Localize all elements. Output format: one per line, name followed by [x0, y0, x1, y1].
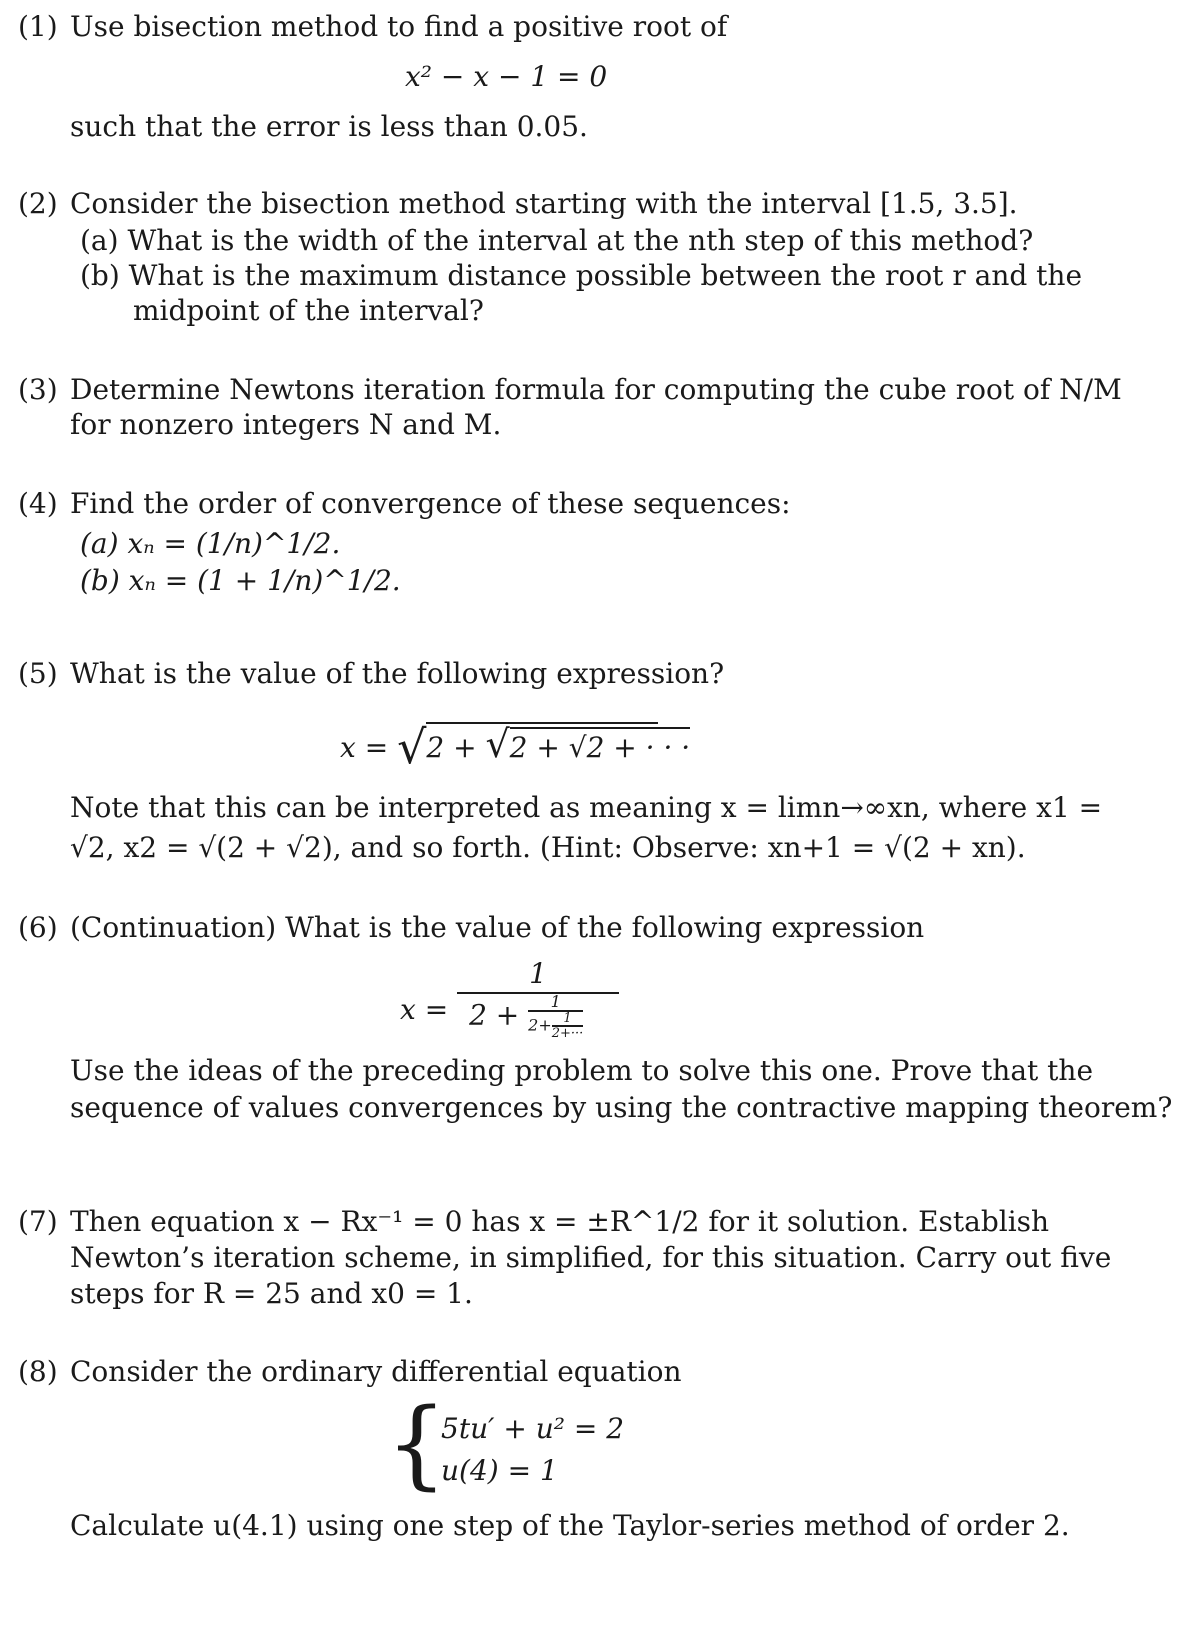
problem-text: Consider the bisection method starting with the interval [1.5, 3.5]. [70, 187, 1018, 220]
problem-text: Use the ideas of the preceding problem to solve this one. Prove that the [70, 1054, 1094, 1087]
problem-text: What is the value of the following expression? [70, 657, 725, 690]
problem-text: Use bisection method to find a positive root of [70, 10, 728, 43]
problem-text: Calculate u(4.1) using one step of the Taylor-series method of order 2. [70, 1509, 1070, 1542]
problem-number: (8) [18, 1355, 58, 1388]
problem-text: Consider the ordinary differential equation [70, 1355, 682, 1388]
problem-number: (6) [18, 911, 58, 944]
problem-text: Determine Newtons iteration formula for computing the cube root of N/M [70, 373, 1122, 406]
problem-part: (a) xₙ = (1/n)^1/2. [80, 527, 341, 560]
nested-radical-expression: x = √2 + √2 + √2 + · · · [340, 720, 691, 774]
problem-number: (3) [18, 373, 58, 406]
ode-equation: 5tu′ + u² = 2 [441, 1412, 625, 1445]
problem-text: steps for R = 25 and x0 = 1. [70, 1277, 473, 1310]
problem-text: such that the error is less than 0.05. [70, 110, 588, 143]
problem-text: for nonzero integers N and M. [70, 408, 502, 441]
problem-number: (5) [18, 657, 58, 690]
problem-text: √2, x2 = √(2 + √2), and so forth. (Hint: Observe: xn+1 = √(2 + xn). [70, 831, 1026, 864]
problem-text: Newton’s iteration scheme, in simplified, for this situation. Carry out five [70, 1241, 1112, 1274]
problem-text: sequence of values convergences by using the contractive mapping theorem? [70, 1091, 1173, 1124]
problem-number: (7) [18, 1205, 58, 1238]
problem-text: Note that this can be interpreted as meaning x = limn→∞xn, where x1 = [70, 791, 1103, 824]
problem-number: (1) [18, 10, 58, 43]
equation: x² − x − 1 = 0 [405, 60, 608, 93]
problem-part: (b) xₙ = (1 + 1/n)^1/2. [80, 564, 401, 597]
problem-number: (4) [18, 487, 58, 520]
continued-fraction-expression: x = 1 2 + 1 2+ $\frac{1}{2+\cdot\cdot\cdot}$ [400, 955, 619, 1040]
left-brace: { [386, 1388, 448, 1500]
problem-number: (2) [18, 187, 58, 220]
problem-part: (b) What is the maximum distance possible between the root r and the [80, 259, 1083, 292]
initial-condition: u(4) = 1 [441, 1454, 558, 1487]
problem-part: midpoint of the interval? [133, 294, 484, 327]
problem-text: (Continuation) What is the value of the following expression [70, 911, 925, 944]
problem-text: Find the order of convergence of these sequences: [70, 487, 791, 520]
problem-part: (a) What is the width of the interval at the nth step of this method? [80, 224, 1034, 257]
problem-text: Then equation x − Rx⁻¹ = 0 has x = ±R^1/2 for it solution. Establish [70, 1205, 1050, 1238]
